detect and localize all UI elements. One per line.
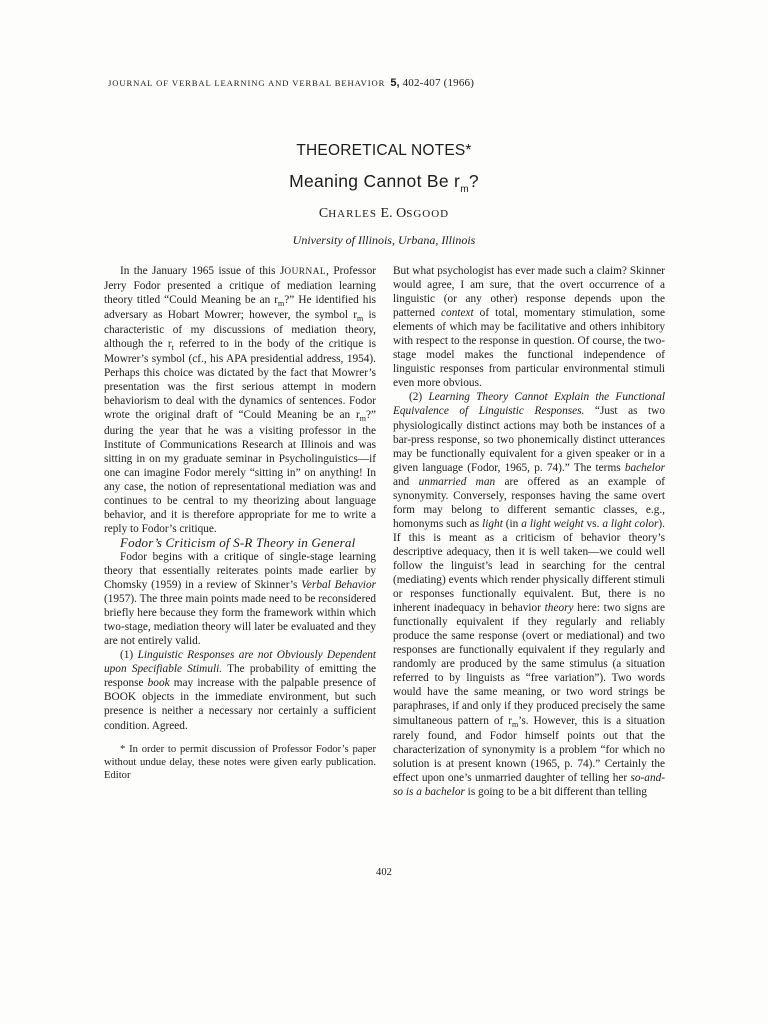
text-run: J — [279, 265, 285, 277]
italic-text: Verbal Behavior — [301, 579, 376, 592]
author-last-initial: O — [396, 206, 407, 221]
section-heading: Fodor’s Criticism of S-R Theory in General — [120, 534, 356, 550]
left-column — [104, 264, 376, 782]
author-first-initial: C — [318, 206, 329, 221]
author-name — [0, 206, 768, 222]
text-run: But what psychologist has ever made such a claim? Skinner would agree, I am sure, that the overt occurrence of a linguistic (or any other) response depends upon the patterned — [393, 265, 665, 320]
running-head — [108, 77, 668, 89]
title-main: Meaning Cannot Be r — [289, 171, 461, 191]
text-run: (in — [502, 517, 522, 530]
paragraph — [104, 550, 376, 648]
journal-name: JOURNAL OF VERBAL LEARNING AND VERBAL BEHAVIOR — [108, 78, 386, 88]
text-run: is going to be a bit different than telling — [464, 785, 647, 798]
paragraph — [104, 648, 376, 732]
text-run: vs. — [583, 517, 603, 530]
item-number: (2) — [409, 391, 429, 404]
text-run: here: two signs are functionally equivalent if they regularly and reliably produce the same response (overt or mediational) and two responses are functionally equivalent if they regularly and randomly are produced by the same stimulus (a situation referred to by linguists as “free variation”). Two words would have the same meaning, or two word strings be paraphrases, if and only if they produced precisely the same simultaneous pattern of r — [393, 602, 665, 727]
text-run: (1957). The three main points made need to be reconsidered briefly here because they form the framework within which two-stage, mediation theory will later be evaluated and they are not entirely valid. — [104, 593, 376, 648]
title-subscript: m — [460, 184, 469, 195]
subscript: m — [356, 314, 364, 324]
footnote — [104, 743, 376, 783]
page-number: 402 — [376, 867, 392, 878]
italic-text: light — [482, 517, 503, 530]
paragraph — [393, 264, 665, 390]
section-label: THEORETICAL NOTES* — [296, 142, 472, 159]
author-last-rest: SGOOD — [406, 208, 450, 220]
text-run: ’s. However, this is a situation rarely found, and Fodor himself points out that the characterization of synonymity is a problem “for which no solution is at present known (1965, p. 74).” Certainly the effect upon one’s unmarried daughter of telling her — [393, 714, 665, 784]
italic-heading: Linguistic Responses are not Obviously Dependent upon Specifiable Stimuli. — [104, 649, 376, 676]
text-run: The probability of emitting the response — [104, 663, 376, 690]
text-run: may increase with the palpable presence of BOOK objects in the immediate environment, but such presence is neither a necessary nor certainly a sufficient condition. Agreed. — [104, 677, 376, 732]
text-run: In the January 1965 issue of this — [120, 265, 280, 277]
italic-text: unmarried man — [418, 475, 496, 488]
text-run: referred to in the body of the critique is Mowrer’s symbol (cf., his APA presidential address, 1954). Perhaps this choice was dictated by the fact that Mowrer’s presentation was the first serious attempt in modern behaviorism to deal with the dynamics of sentences. Fodor wrote the original draft of “Could Meaning be an r — [104, 338, 376, 422]
text-run: is characteristic of my discussions of mediation theory, although the r — [104, 309, 376, 351]
text-run: “Just as two physiologically distinct actions may both be instances of a bar-press response, so two phonemically distinct utterances may be functionally equivalent for a given speaker or in a given language (Fodor, 1965, p. 74).” The terms — [393, 405, 665, 474]
italic-text: a light color — [602, 517, 659, 530]
italic-text: so-and-so is a bachelor — [393, 771, 665, 798]
paragraph — [104, 264, 376, 536]
text-run: OURNAL — [284, 267, 327, 277]
italic-heading: Learning Theory Cannot Explain the Functional Equivalence of Linguistic Responses. — [393, 391, 665, 418]
text-run: ?” He identified his adversary as Hobart Mowrer; however, the symbol r — [104, 294, 376, 322]
author-first-rest: HARLES — [328, 208, 378, 220]
footnote-text: * In order to permit discussion of Professor Fodor’s paper without undue delay, these notes were given early publication. Editor — [104, 743, 376, 782]
article-title — [0, 171, 768, 195]
italic-text: context — [441, 307, 474, 320]
italic-text: book — [147, 677, 170, 690]
italic-text: bachelor — [624, 461, 665, 474]
author-affiliation: University of Illinois, Urbana, Illinois — [292, 233, 476, 247]
italic-text: theory — [544, 602, 574, 615]
right-column — [393, 264, 665, 799]
subscript: t — [171, 343, 174, 353]
title-end: ? — [468, 171, 479, 191]
italic-text: a light weight — [521, 517, 584, 530]
text-run: and — [393, 475, 419, 488]
text-run: ). If this is meant as a criticism of behavior theory’s descriptive adequacy, then it is well taken—we could well follow the linguist’s lead in searching for the central (mediating) events which render physically different stimuli or responses functionally equivalent. But, there is no inherent inadequacy in behavior — [393, 517, 665, 615]
pages-year: 402-407 (1966) — [402, 77, 475, 89]
item-number: (1) — [120, 649, 138, 662]
author-middle: E. — [380, 206, 393, 221]
text-run: are offered as an example of synonymity. Conversely, responses having the same overt form may belong to different semantic classes, e.g., homonyms such as — [393, 475, 666, 530]
text-run: Fodor begins with a critique of single-stage learning theory that essentially reiterates points made earlier by Chomsky (1959) in a review of Skinner’s — [104, 550, 376, 592]
subscript: m — [359, 414, 366, 424]
text-run: ?” during the year that he was a visiting professor in the Institute of Communications Research at Illinois and was sitting in on my graduate seminar in Psycholinguistics—if one can imagine Fodor merely “sitting in” on anything! In any case, the notion of representational mediation was and continues to be central to my theorizing about language behavior, and it is therefore appropriate for me to write a reply to Fodor’s critique. — [104, 409, 376, 535]
subscript: m — [278, 299, 285, 309]
text-run: of total, momentary stimulation, some elements of which may be facilitative and others inhibitory with respect to the response in question. Of course, the two-stage model makes the functional independence of linguistic responses from particular environmental stimuli even more obvious. — [393, 307, 665, 390]
paragraph — [393, 390, 665, 798]
text-run: , Professor Jerry Fodor presented a critique of mediation learning theory titled “Could Meaning be an r — [104, 265, 376, 307]
volume-number: 5, — [390, 77, 400, 89]
subscript: m — [512, 719, 519, 729]
